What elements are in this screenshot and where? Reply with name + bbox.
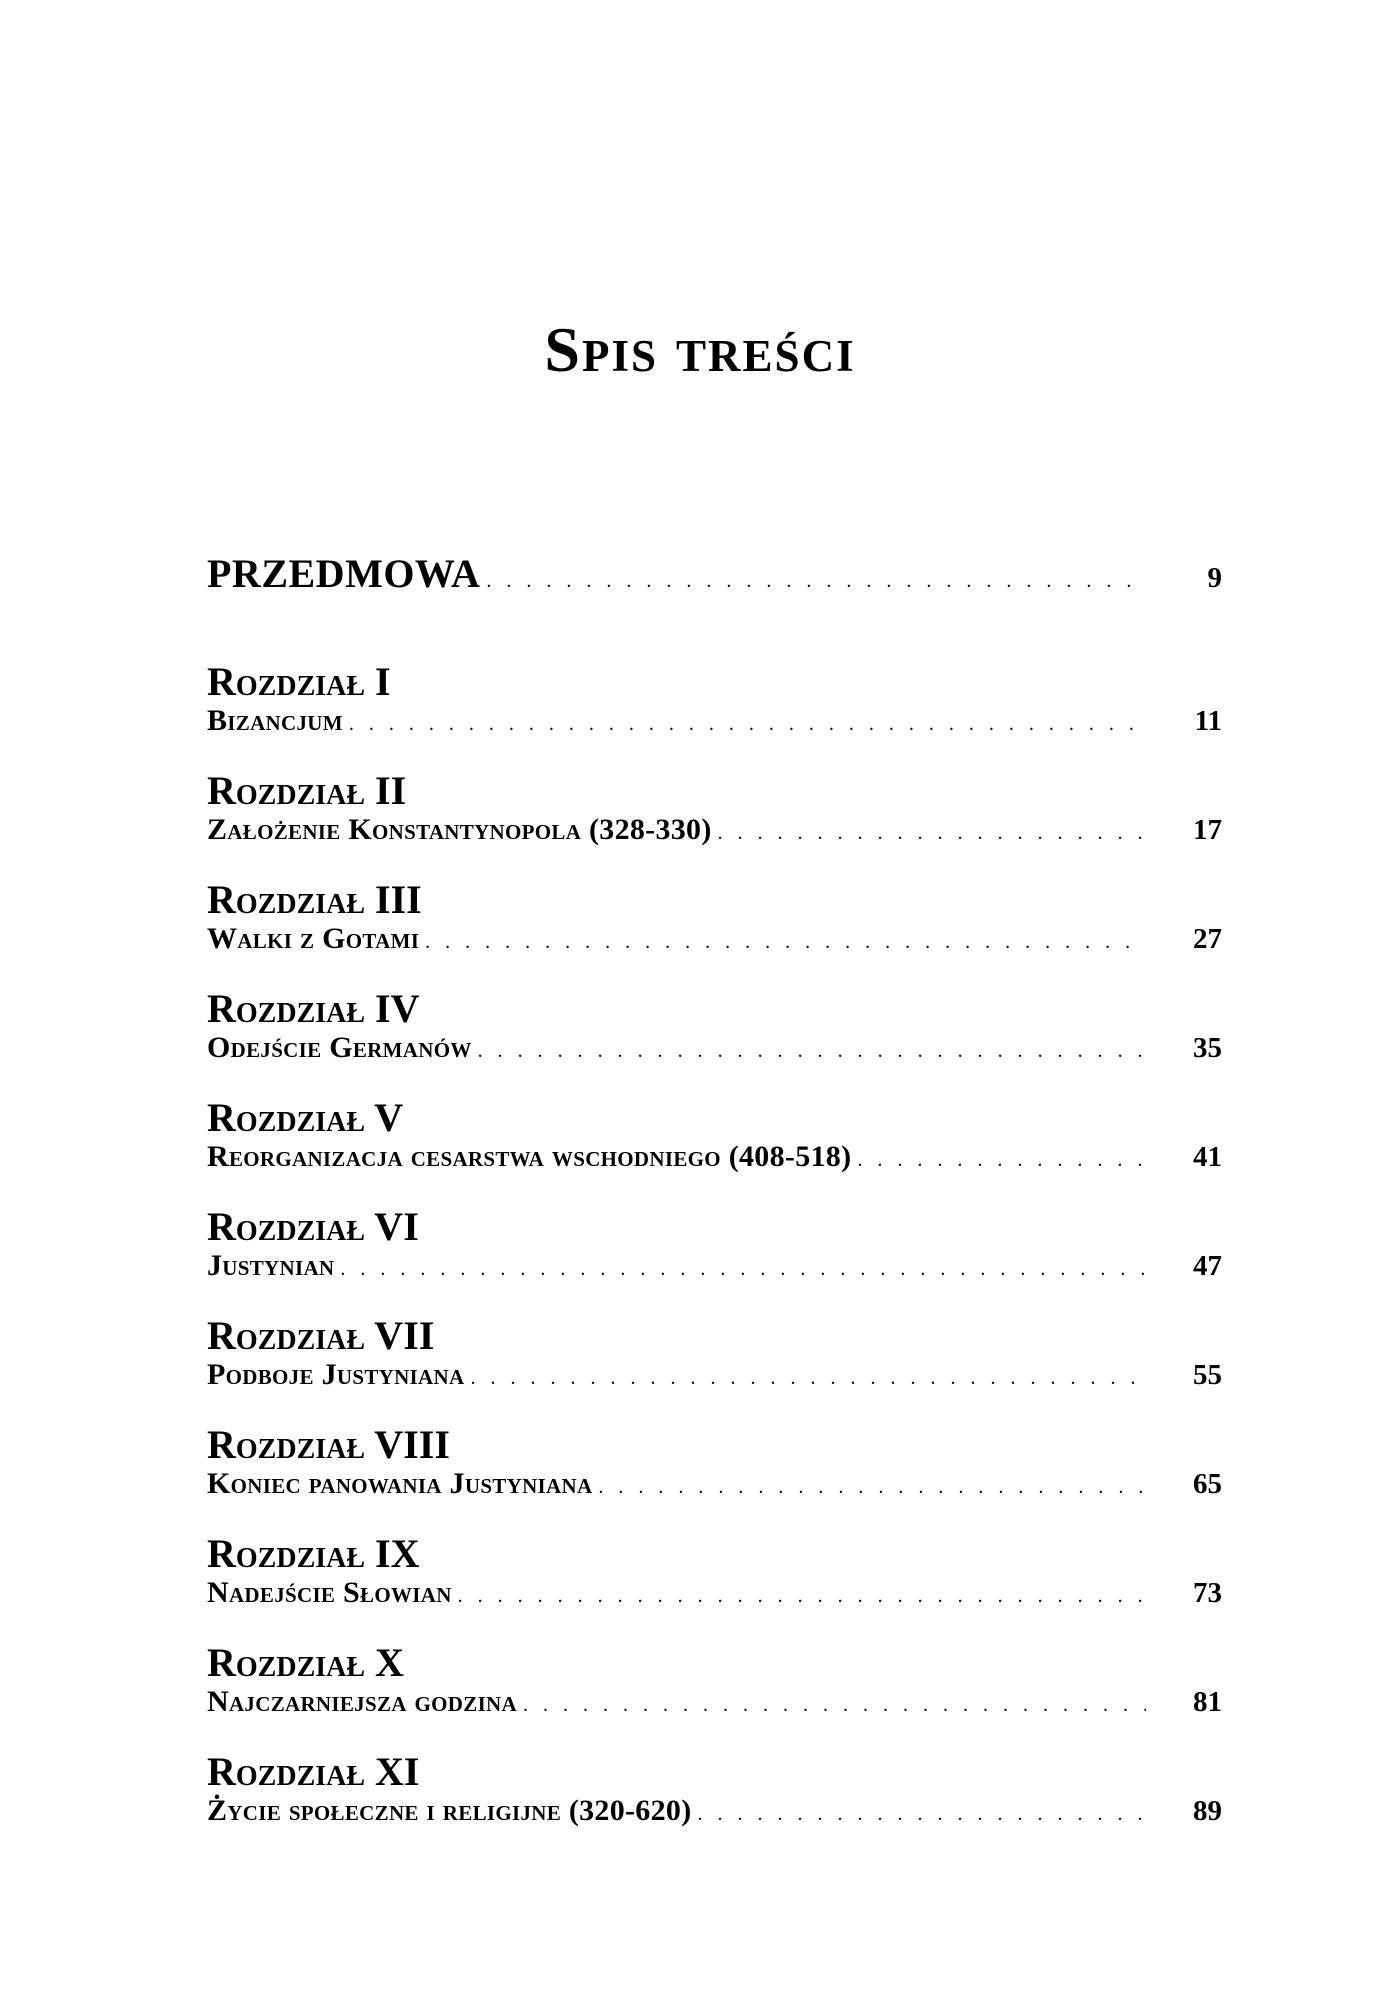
chapter-page-number: 11 xyxy=(1194,705,1222,737)
toc-entry-preface xyxy=(207,550,1222,660)
page-title: Spis treści xyxy=(544,314,856,385)
dot-leader xyxy=(478,1040,1146,1063)
toc-row xyxy=(207,1794,1222,1828)
toc-row xyxy=(207,1467,1222,1501)
toc-row xyxy=(207,922,1222,956)
chapter-title: Koniec panowania Justyniana xyxy=(207,1467,593,1500)
chapter-label: Rozdział III xyxy=(207,877,422,922)
toc-entry-chapter-11 xyxy=(207,1750,1222,1859)
chapter-label: Rozdział VII xyxy=(207,1313,435,1358)
toc-row xyxy=(207,1031,1222,1065)
toc-row xyxy=(207,1685,1222,1719)
chapter-page-number: 81 xyxy=(1193,1686,1222,1718)
chapter-label: Rozdział V xyxy=(207,1095,404,1140)
toc-entry-chapter-7 xyxy=(207,1314,1222,1423)
toc-row xyxy=(207,704,1222,738)
chapter-page-number: 27 xyxy=(1193,923,1222,955)
chapter-page-number: 89 xyxy=(1193,1795,1222,1827)
chapter-page-number: 41 xyxy=(1193,1141,1222,1173)
chapter-label: Rozdział X xyxy=(207,1640,404,1685)
preface-page-number: 9 xyxy=(1207,562,1222,594)
dot-leader xyxy=(340,1258,1146,1281)
toc-entry-chapter-2 xyxy=(207,769,1222,878)
chapter-page-number: 55 xyxy=(1193,1359,1222,1391)
toc-entry-chapter-6 xyxy=(207,1205,1222,1314)
toc-entry-chapter-4 xyxy=(207,987,1222,1096)
chapter-label: Rozdział IX xyxy=(207,1531,420,1576)
dot-leader xyxy=(718,822,1146,845)
chapter-page-number: 35 xyxy=(1193,1032,1222,1064)
chapter-title: Najczarniejsza godzina xyxy=(207,1685,517,1718)
dot-leader xyxy=(458,1585,1146,1608)
toc-entry-chapter-5 xyxy=(207,1096,1222,1205)
toc-row xyxy=(207,1358,1222,1392)
chapter-page-number: 17 xyxy=(1193,814,1222,846)
toc-row xyxy=(207,1140,1222,1174)
chapter-label: Rozdział XI xyxy=(207,1749,420,1794)
chapter-title: Bizancjum xyxy=(207,704,343,737)
dot-leader xyxy=(425,931,1146,954)
chapter-page-number: 47 xyxy=(1193,1250,1222,1282)
toc-entry-chapter-10 xyxy=(207,1641,1222,1750)
chapter-title: Odejście Germanów xyxy=(207,1031,472,1064)
toc-row xyxy=(207,550,1222,597)
chapter-label: Rozdział I xyxy=(207,659,391,704)
chapter-label: Rozdział VIII xyxy=(207,1422,450,1467)
toc-row xyxy=(207,813,1222,847)
chapter-page-number: 73 xyxy=(1193,1577,1222,1609)
chapter-label: Rozdział II xyxy=(207,768,407,813)
dot-leader xyxy=(698,1803,1147,1826)
toc-row xyxy=(207,1249,1222,1283)
table-of-contents xyxy=(207,550,1222,1859)
chapter-page-number: 65 xyxy=(1193,1468,1222,1500)
dot-leader xyxy=(523,1694,1146,1717)
dot-leader xyxy=(486,570,1146,593)
chapter-title: Życie społeczne i religijne (320-620) xyxy=(207,1794,692,1827)
chapter-title: Założenie Konstantynopola (328-330) xyxy=(207,813,712,846)
toc-entry-chapter-9 xyxy=(207,1532,1222,1641)
chapter-title: Nadejście Słowian xyxy=(207,1576,452,1609)
chapter-title: Walki z Gotami xyxy=(207,922,420,955)
chapter-title: Podboje Justyniana xyxy=(207,1358,465,1391)
dot-leader xyxy=(598,1476,1146,1499)
dot-leader xyxy=(349,713,1146,736)
toc-entry-chapter-3 xyxy=(207,878,1222,987)
chapter-title: Reorganizacja cesarstwa wschodniego (408-518) xyxy=(207,1140,852,1173)
preface-title: PRZEDMOWA xyxy=(207,551,481,596)
chapter-label: Rozdział VI xyxy=(207,1204,419,1249)
toc-entry-chapter-8 xyxy=(207,1423,1222,1532)
dot-leader xyxy=(470,1367,1146,1390)
dot-leader xyxy=(857,1149,1146,1172)
toc-row xyxy=(207,1576,1222,1610)
chapter-title: Justynian xyxy=(207,1249,335,1282)
toc-entry-chapter-1 xyxy=(207,660,1222,769)
chapter-label: Rozdział IV xyxy=(207,986,420,1031)
